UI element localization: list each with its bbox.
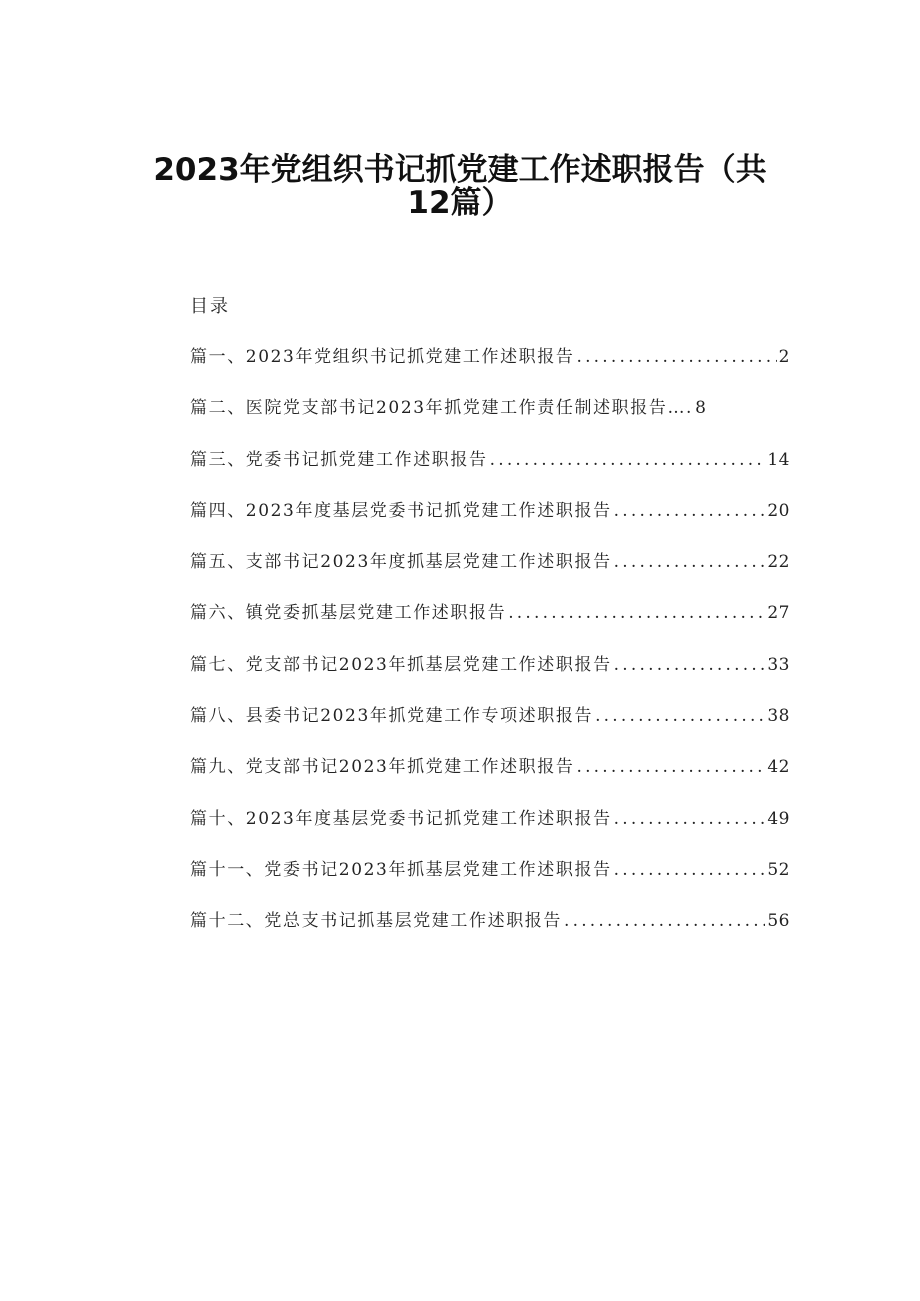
toc-entry-title: 篇四、2023年度基层党委书记抓党建工作述职报告 — [190, 500, 612, 521]
toc-entry[interactable] — [190, 395, 746, 446]
toc-entry-page: 27 — [767, 603, 790, 624]
toc-entry-page: 14 — [767, 449, 790, 470]
toc-entry-title: 篇十、2023年度基层党委书记抓党建工作述职报告 — [190, 808, 612, 829]
toc-entry[interactable] — [190, 549, 790, 600]
toc-entry-page: 2 — [778, 347, 790, 367]
toc-leader-dots — [612, 857, 766, 883]
toc-leader-dots — [612, 806, 766, 832]
document-title-line-1: 2023年党组织书记抓党建工作述职报告（共 — [153, 152, 767, 188]
toc-leader-dots — [612, 652, 766, 678]
toc-entry[interactable] — [190, 498, 790, 549]
toc-entry-title: 篇一、2023年党组织书记抓党建工作述职报告 — [190, 347, 575, 367]
toc-entry[interactable] — [190, 344, 790, 395]
toc-heading: 目录 — [190, 296, 230, 317]
toc-entry-page: 42 — [767, 757, 790, 778]
toc-leader-dots — [593, 703, 765, 729]
toc-entry[interactable] — [190, 652, 790, 703]
toc-entry[interactable] — [190, 600, 790, 651]
toc-entry-title: 篇九、党支部书记2023年抓党建工作述职报告 — [190, 757, 575, 778]
toc-leader-dots — [612, 549, 766, 575]
toc-entry-title: 篇五、支部书记2023年度抓基层党建工作述职报告 — [190, 552, 612, 573]
toc-entry-page: 56 — [767, 911, 790, 932]
document-title-line-2: 12篇） — [407, 185, 513, 221]
toc-entry-title: 篇二、医院党支部书记2023年抓党建工作责任制述职报告…. — [190, 398, 694, 419]
toc-entry[interactable] — [190, 908, 790, 959]
toc-entry-page: 52 — [767, 859, 790, 880]
toc-leader-dots — [506, 600, 765, 626]
toc-leader-dots — [562, 908, 765, 934]
toc-leader-dots — [612, 498, 766, 524]
table-of-contents — [190, 344, 790, 960]
toc-entry-title: 篇十一、党委书记2023年抓基层党建工作述职报告 — [190, 859, 612, 880]
toc-entry-title: 篇三、党委书记抓党建工作述职报告 — [190, 449, 488, 470]
toc-entry[interactable] — [190, 754, 790, 805]
toc-entry-page: 22 — [767, 552, 790, 573]
toc-entry[interactable] — [190, 806, 790, 857]
toc-entry-page: 33 — [767, 654, 790, 675]
toc-entry[interactable] — [190, 703, 790, 754]
toc-entry[interactable] — [190, 857, 790, 908]
toc-entry[interactable] — [190, 447, 790, 498]
toc-leader-dots — [574, 754, 765, 780]
toc-entry-page: 20 — [767, 500, 790, 521]
toc-entry-page: 38 — [767, 706, 790, 727]
toc-leader-dots — [488, 447, 766, 473]
toc-entry-title: 篇十二、党总支书记抓基层党建工作述职报告 — [190, 911, 562, 932]
toc-entry-title: 篇七、党支部书记2023年抓基层党建工作述职报告 — [190, 654, 612, 675]
toc-entry-title: 篇六、镇党委抓基层党建工作述职报告 — [190, 603, 507, 624]
toc-leader-dots — [574, 344, 776, 370]
toc-entry-page: 49 — [767, 808, 790, 829]
toc-entry-title: 篇八、县委书记2023年抓党建工作专项述职报告 — [190, 706, 594, 727]
toc-entry-page: 8 — [695, 398, 707, 419]
